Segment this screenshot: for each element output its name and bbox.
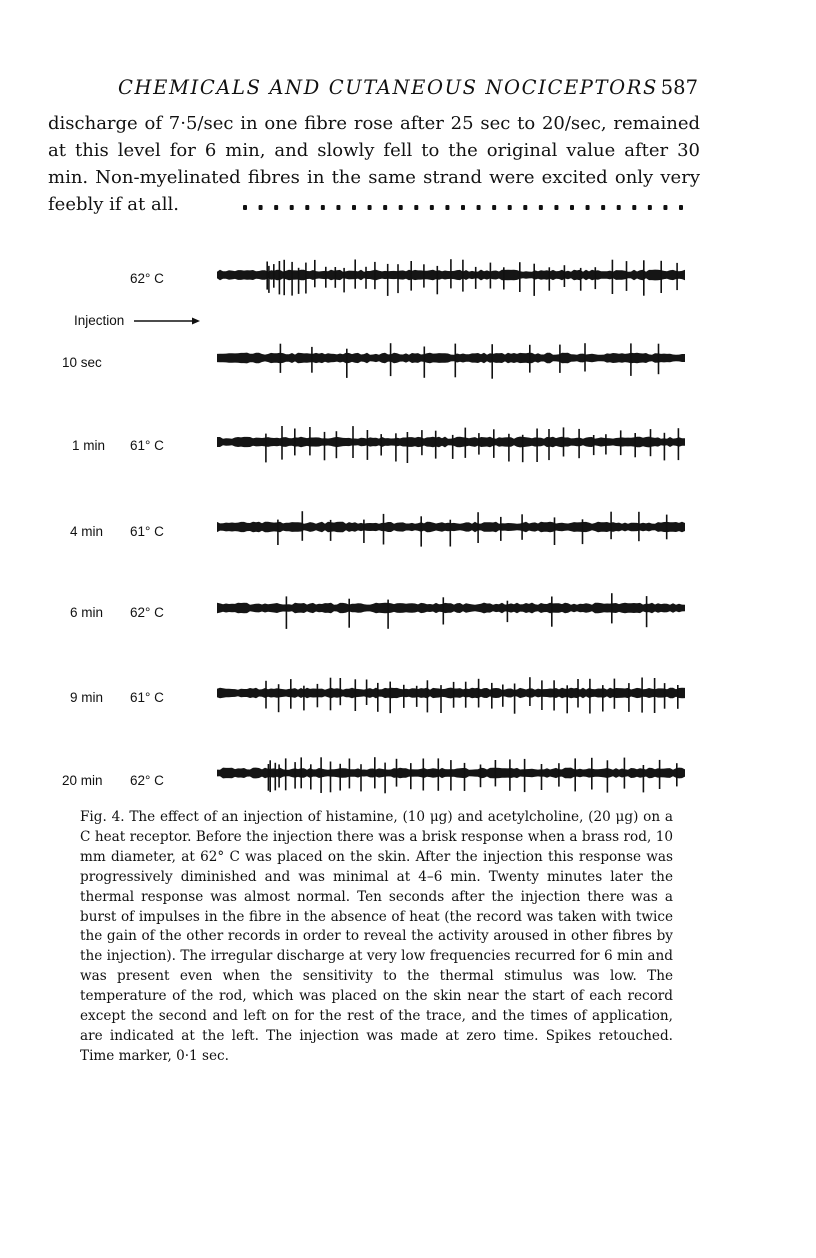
trace-group: [217, 259, 685, 793]
time-marker-dot: [554, 205, 558, 210]
record-3-time: 1 min: [72, 438, 106, 453]
record-trace-7: [217, 757, 685, 793]
record-7-time: 20 min: [62, 773, 103, 788]
time-marker-dot: [663, 205, 667, 210]
time-marker-dot: [679, 205, 683, 210]
injection-arrow-head: [192, 318, 200, 325]
time-marker-dot: [368, 205, 372, 210]
time-marker-dot: [586, 205, 590, 210]
time-marker-dot: [508, 205, 512, 210]
record-6-temp: 61° C: [130, 690, 164, 705]
time-marker-dot: [430, 205, 434, 210]
record-3-temp: 61° C: [130, 438, 164, 453]
injection-label: Injection: [74, 313, 125, 328]
time-marker-dot: [617, 205, 621, 210]
time-marker-dot: [321, 205, 325, 210]
record-trace-5: [217, 593, 685, 629]
trace-baseline: [217, 437, 685, 448]
trace-baseline: [217, 603, 685, 614]
record-5-time: 6 min: [70, 605, 104, 620]
running-head: [118, 76, 698, 102]
time-marker-dot: [414, 205, 418, 210]
page-number: 587: [660, 76, 698, 99]
record-2-time: 10 sec: [62, 355, 102, 370]
time-marker-dot: [290, 205, 294, 210]
running-title: CHEMICALS AND CUTANEOUS NOCICEPTORS: [118, 76, 658, 99]
nerve-recordings-figure: [0, 195, 816, 805]
body-paragraph: discharge of 7·5/sec in one fibre rose after 25 sec to 20/sec, remained at this level for 6 min, and slowly fell to the original value after 30 min. Non-myelinated fibres in the same strand were excited only very feebly if at all.: [48, 113, 700, 215]
time-marker: [243, 205, 683, 210]
time-marker-dot: [492, 205, 496, 210]
record-trace-3: [217, 426, 685, 463]
time-marker-dot: [352, 205, 356, 210]
record-6-time: 9 min: [70, 690, 104, 705]
time-marker-dot: [601, 205, 605, 210]
time-marker-dot: [477, 205, 481, 210]
record-trace-1: [217, 259, 685, 296]
time-marker-dot: [259, 205, 263, 210]
time-marker-dot: [336, 205, 340, 210]
time-marker-dot: [383, 205, 387, 210]
time-marker-dot: [461, 205, 465, 210]
time-marker-dot: [632, 205, 636, 210]
injection-arrow: [134, 318, 200, 325]
time-marker-dot: [523, 205, 527, 210]
record-trace-2: [217, 343, 685, 379]
record-7-temp: 62° C: [130, 773, 164, 788]
trace-baseline: [217, 353, 685, 364]
figure-4: [0, 195, 816, 805]
time-marker-dot: [445, 205, 449, 210]
time-marker-dot: [648, 205, 652, 210]
record-5-temp: 62° C: [130, 605, 164, 620]
time-marker-dot: [399, 205, 403, 210]
record-4-time: 4 min: [70, 524, 104, 539]
record-trace-4: [217, 511, 685, 546]
time-marker-dot: [570, 205, 574, 210]
record-1-temp: 62° C: [130, 271, 164, 286]
time-marker-dot: [274, 205, 278, 210]
record-4-temp: 61° C: [130, 524, 164, 539]
time-marker-dot: [539, 205, 543, 210]
figure-caption: Fig. 4. The effect of an injection of histamine, (10 μg) and acetylcholine, (20 μg) on a C heat receptor. Before the injection there was a brisk response when a brass rod, 10 mm diameter, at 62° C was placed on the skin. After the injection this response was progressively diminished and was minimal at 4–6 min. Twenty minutes later the thermal response was almost normal. Ten seconds after the injection there was a burst of impulses in the fibre in the absence of heat (the record was taken with twice the gain of the other records in order to reveal the activity aroused in other fibres by the injection). The irregular discharge at very low frequencies recurred for 6 min and was present even when the sensitivity to the thermal stimulus was low. The temperature of the rod, which was placed on the skin near the start of each record except the second and left on for the rest of the trace, and the times of application, are indicated at the left. The injection was made at zero time. Spikes retouched. Time marker, 0·1 sec.: [80, 809, 673, 1064]
record-trace-6: [217, 677, 685, 714]
time-marker-dot: [305, 205, 309, 210]
time-marker-dot: [243, 205, 247, 210]
